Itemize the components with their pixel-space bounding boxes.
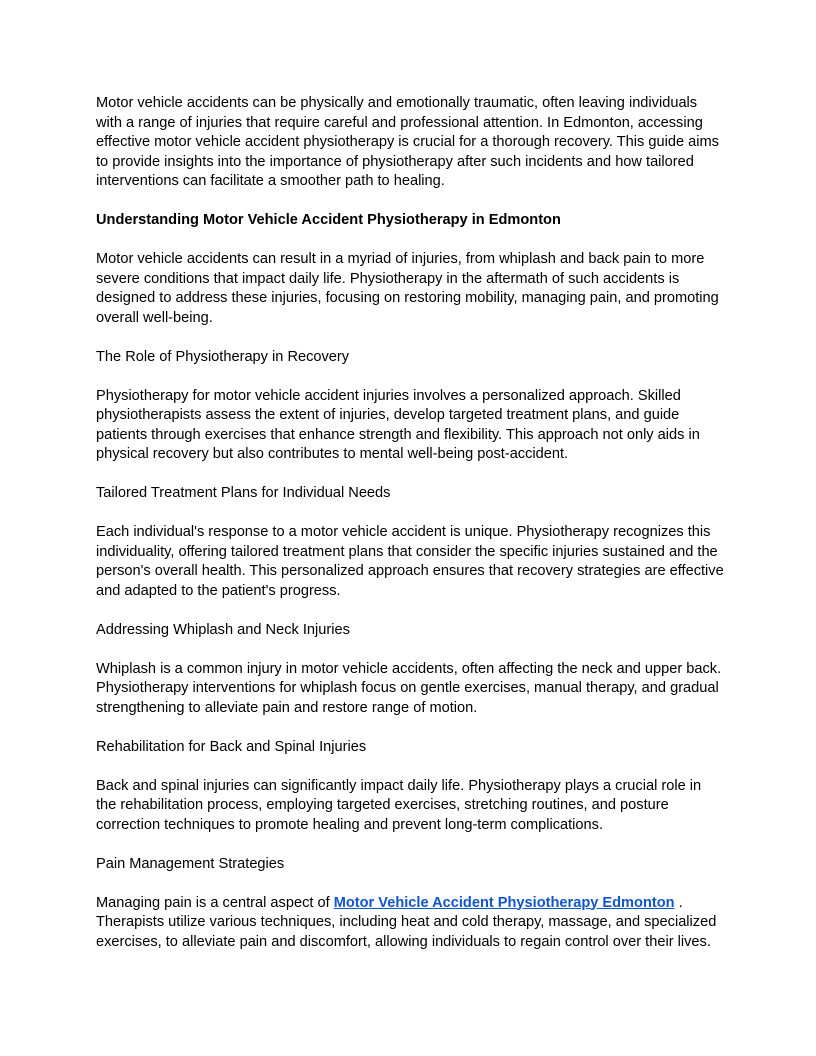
section-title-tailored: Tailored Treatment Plans for Individual Needs — [96, 485, 391, 501]
section-body-back: Back and spinal injuries can significantly impact daily life. Physiotherapy plays a crucial role in the rehabilitation process, employing targeted exercises, stretching routines, and posture correction techniques to promote healing and prevent long-term complications. — [96, 777, 702, 833]
main-paragraph: Motor vehicle accidents can result in a myriad of injuries, from whiplash and back pain to more severe conditions that impact daily life. Physiotherapy in the aftermath of such accidents is designed to address these injuries, focusing on restoring mobility, managing pain, and promoting overall well-being. — [96, 251, 719, 326]
section-body-tailored: Each individual's response to a motor vehicle accident is unique. Physiotherapy recognizes this individuality, offering tailored treatment plans that consider the specific injuries sustained and the person's overall health. This personalized approach ensures that recovery strategies are effective and adapted to the patient's progress. — [96, 524, 724, 599]
document-page — [96, 94, 724, 952]
section-body-whiplash: Whiplash is a common injury in motor vehicle accidents, often affecting the neck and upper back. Physiotherapy interventions for whiplash focus on gentle exercises, manual therapy, and gradual strengthening to alleviate pain and restore range of motion. — [96, 660, 722, 716]
section-body-pain — [96, 894, 724, 953]
section-title-back: Rehabilitation for Back and Spinal Injuries — [96, 738, 367, 755]
section-body-role: Physiotherapy for motor vehicle accident injuries involves a personalized approach. Skilled physiotherapists assess the extent of injuries, develop targeted treatment plans, and guide patients through exercises that enhance strength and flexibility. This approach not only aids in physical recovery but also contributes to mental well-being post-accident. — [96, 387, 700, 462]
section-title-whiplash: Addressing Whiplash and Neck Injuries — [96, 621, 350, 638]
intro-paragraph: Motor vehicle accidents can be physically and emotionally traumatic, often leaving individuals with a range of injuries that require careful and professional attention. In Edmonton, accessing effective motor vehicle accident physiotherapy is crucial for a thorough recovery. This guide aims to provide insights into the importance of physiotherapy after such incidents and how tailored interventions can facilitate a smoother path to healing. — [96, 95, 719, 189]
section-title-pain: Pain Management Strategies — [96, 855, 285, 872]
pain-body-before: Managing pain is a central aspect of — [96, 894, 334, 911]
section-title-role: The Role of Physiotherapy in Recovery — [96, 348, 350, 365]
physiotherapy-edmonton-link[interactable]: Motor Vehicle Accident Physiotherapy Edmonton — [333, 894, 675, 911]
pain-body-after: . Therapists utilize various techniques, including heat and cold therapy, massage, and specialized exercises, to alleviate pain and discomfort, allowing individuals to regain control over their lives. — [96, 894, 717, 950]
main-heading: Understanding Motor Vehicle Accident Physiotherapy in Edmonton — [96, 212, 561, 228]
